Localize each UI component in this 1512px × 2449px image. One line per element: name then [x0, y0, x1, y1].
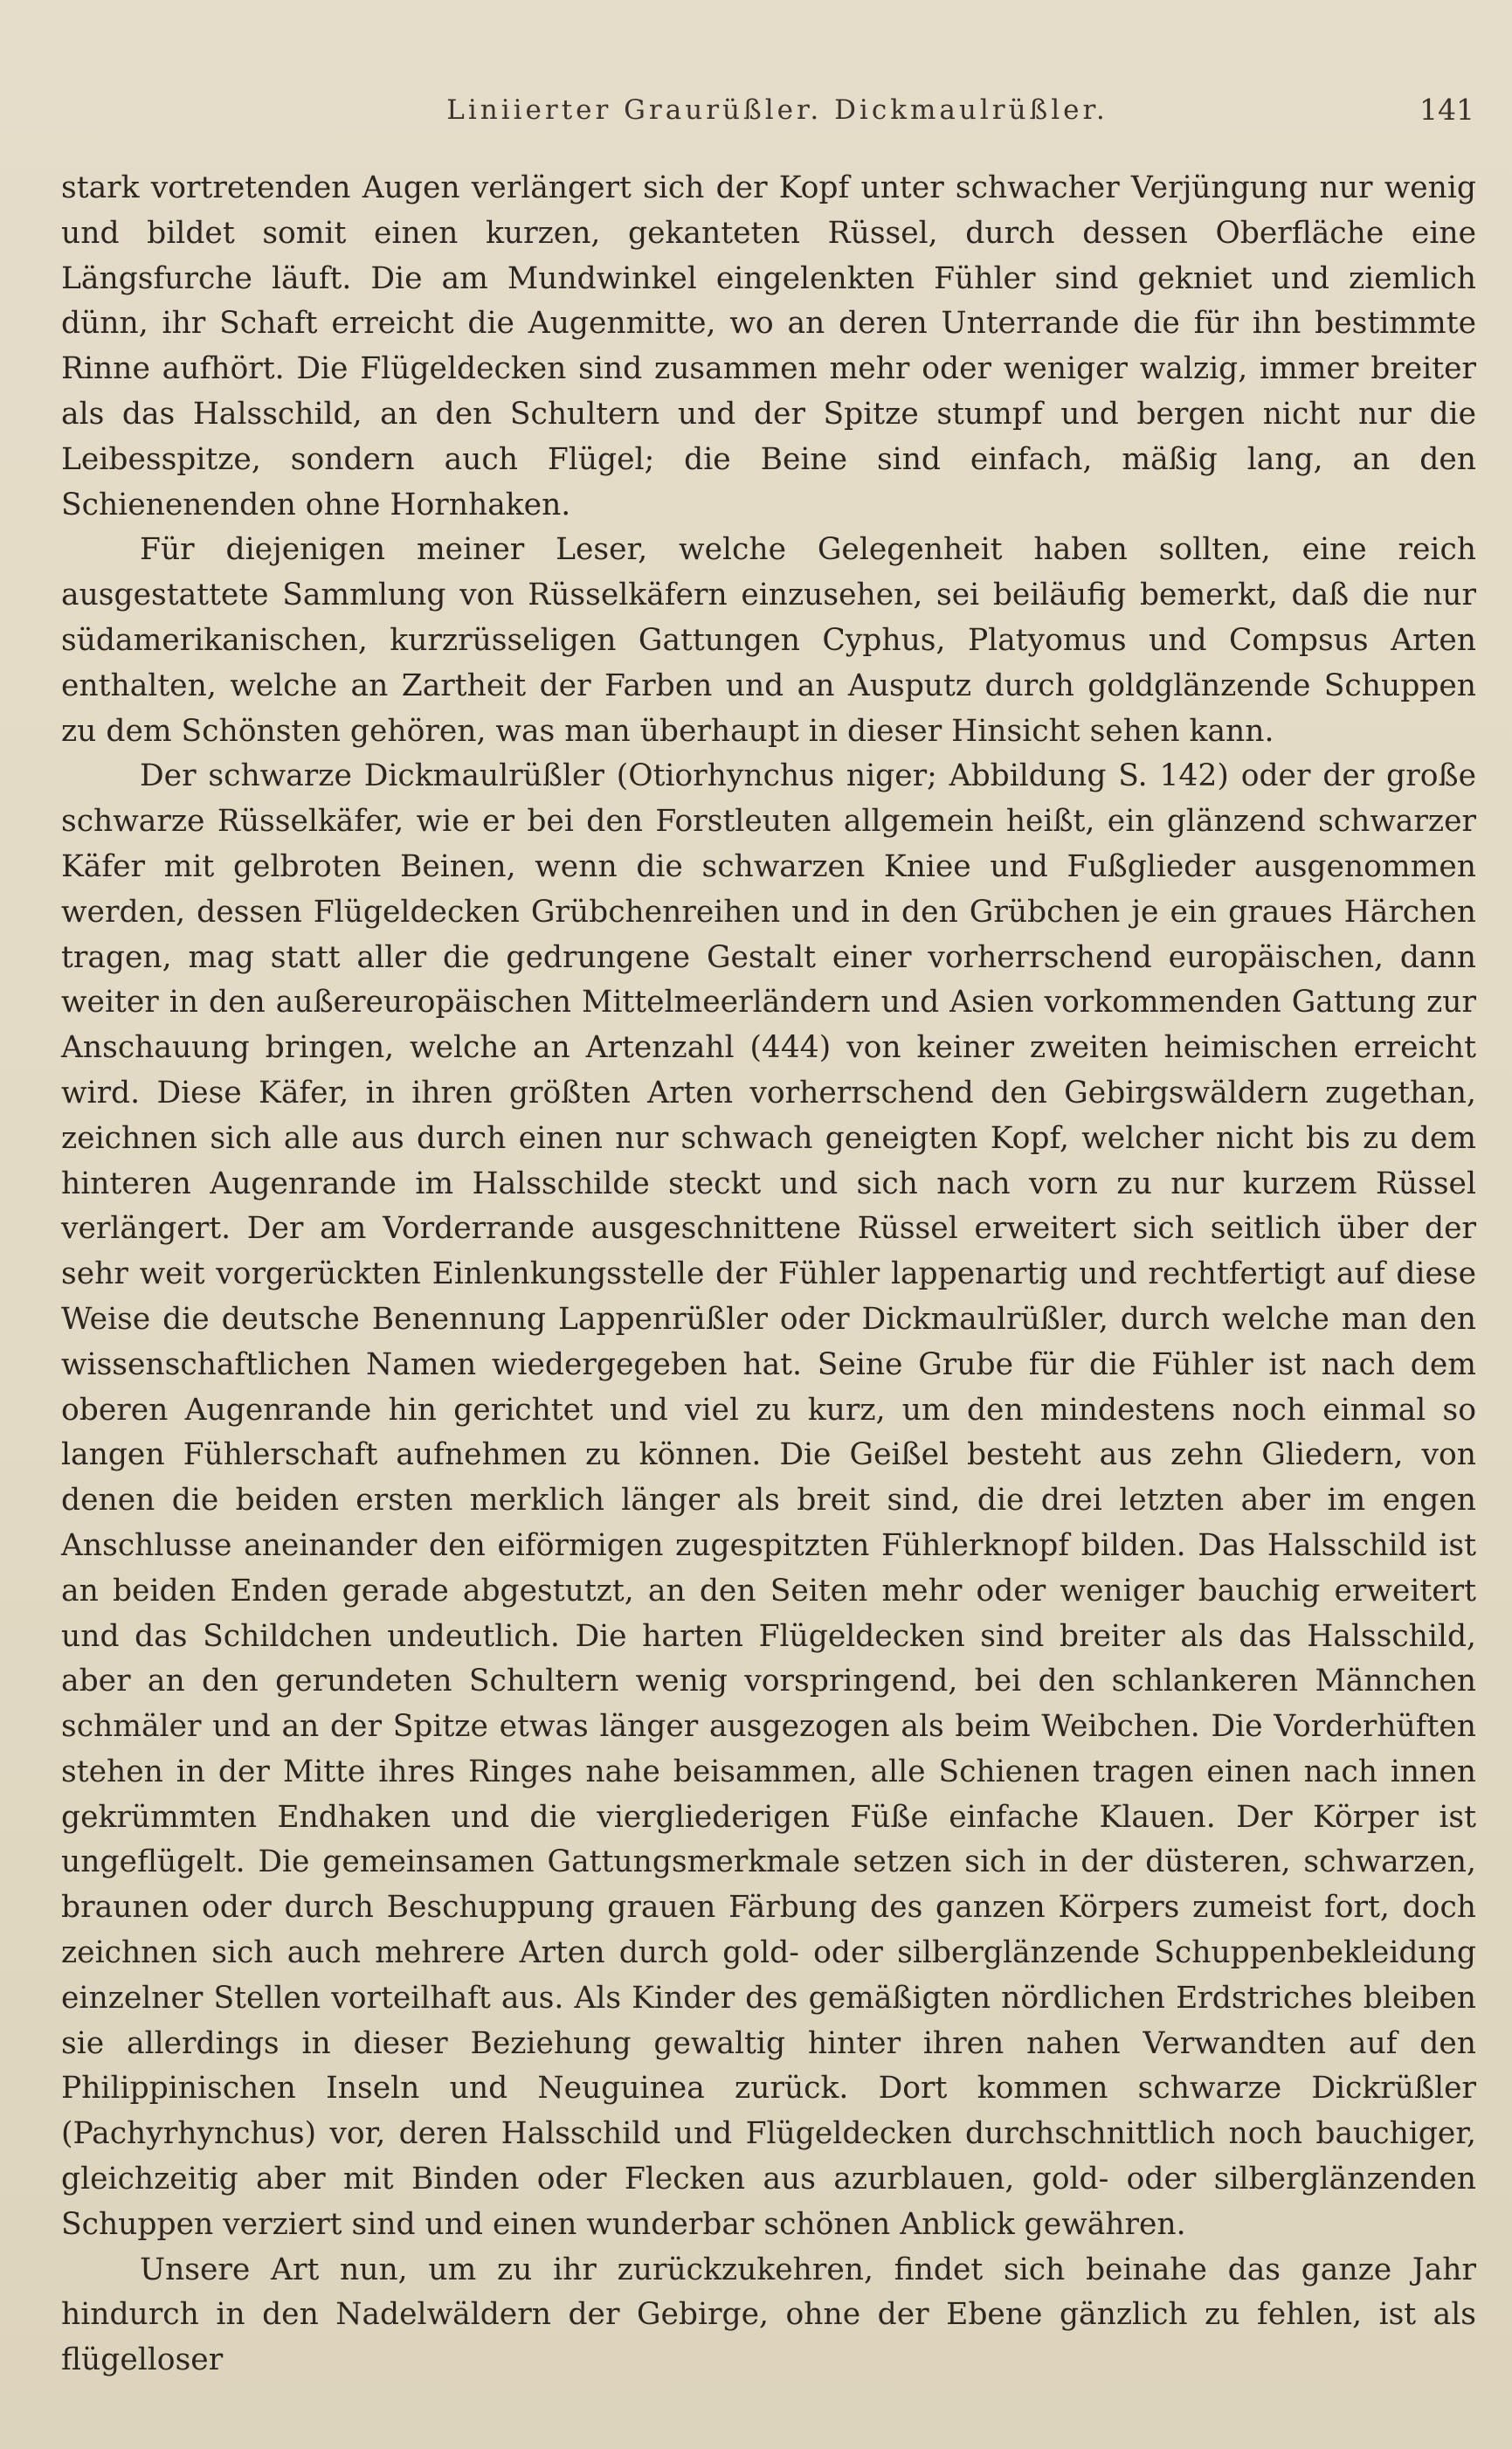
page-number: 141	[1419, 93, 1474, 127]
paragraph-continued: stark vortretenden Augen verlängert sich der Kopf unter schwacher Verjüngung nur wenig und bildet somit einen kurzen, gekanteten Rüssel, durch dessen Oberfläche eine Längsfurche läuft. Die am Mundwinkel eingelenkten Fühler sind gekniet und ziemlich dünn, ihr Schaft erreicht die Augenmitte, wo an deren Unterrande die für ihn bestimmte Rinne aufhört. Die Flügeldecken sind zusammen mehr oder weniger walzig, immer breiter als das Halsschild, an den Schultern und der Spitze stumpf und bergen nicht nur die Leibesspitze, sondern auch Flügel; die Beine sind einfach, mäßig lang, an den Schienenenden ohne Hornhaken.	[61, 170, 1476, 522]
paragraph-habitat: Unsere Art nun, um zu ihr zurückzukehren, findet sich beinahe das ganze Jahr hindurch in den Nadelwäldern der Gebirge, ohne der Ebene gänzlich zu fehlen, ist als flügelloser	[61, 2252, 1476, 2378]
paragraph-otiorhynchus-niger: Der schwarze Dickmaulrüßler (Otiorhynchus niger; Abbildung S. 142) oder der große schwarze Rüsselkäfer, wie er bei den Forstleuten allgemein heißt, ein glänzend schwarzer Käfer mit gelbroten Beinen, wenn die schwarzen Kniee und Fußglieder ausgenommen werden, dessen Flügeldecken Grübchenreihen und in den Grübchen je ein graues Härchen tragen, mag statt aller die gedrungene Gestalt einer vorherrschend europäischen, dann weiter in den außereuropäischen Mittelmeerländern und Asien vorkommenden Gattung zur Anschauung bringen, welche an Artenzahl (444) von keiner zweiten heimischen erreicht wird. Diese Käfer, in ihren größten Arten vorherrschend den Gebirgswäldern zugethan, zeichnen sich alle aus durch einen nur schwach geneigten Kopf, welcher nicht bis zu dem hinteren Augenrande im Halsschilde steckt und sich nach vorn zu nur kurzem Rüssel verlängert. Der am Vorderrande ausgeschnittene Rüssel erweitert sich seitlich über der sehr weit vorgerückten Einlenkungsstelle der Fühler lappenartig und rechtfertigt auf diese Weise die deutsche Benennung Lappenrüßler oder Dickmaulrüßler, durch welche man den wissenschaftlichen Namen wiedergegeben hat. Seine Grube für die Fühler ist nach dem oberen Augenrande hin gerichtet und viel zu kurz, um den mindestens noch einmal so langen Fühlerschaft aufnehmen zu können. Die Geißel besteht aus zehn Gliedern, von denen die beiden ersten merklich länger als breit sind, die drei letzten aber im engen Anschlusse aneinander den eiförmigen zugespitzten Fühlerknopf bilden. Das Halsschild ist an beiden Enden gerade abgestutzt, an den Seiten mehr oder weniger bauchig erweitert und das Schildchen undeutlich. Die harten Flügeldecken sind breiter als das Halsschild, aber an den gerundeten Schultern wenig vorspringend, bei den schlankeren Männchen schmäler und an der Spitze etwas länger ausgezogen als beim Weibchen. Die Vorderhüften stehen in der Mitte ihres Ringes nahe beisammen, alle Schienen tragen einen nach innen gekrümmten Endhaken und die viergliederigen Füße einfache Klauen. Der Körper ist ungeflügelt. Die gemeinsamen Gattungsmerkmale setzen sich in der düsteren, schwarzen, braunen oder durch Beschuppung grauen Färbung des ganzen Körpers zumeist fort, doch zeichnen sich auch mehrere Arten durch gold- oder silberglänzende Schuppenbekleidung einzelner Stellen vorteilhaft aus. Als Kinder des gemäßigten nördlichen Erdstriches bleiben sie allerdings in dieser Beziehung gewaltig hinter ihren nahen Verwandten auf den Philippinischen Inseln und Neuguinea zurück. Dort kommen schwarze Dickrüßler (Pachyrhynchus) vor, deren Halsschild und Flügeldecken durchschnittlich noch bauchiger, gleichzeitig aber mit Binden oder Flecken aus azurblauen, gold- oder silberglänzenden Schuppen verziert sind und einen wunderbar schönen Anblick gewähren.	[61, 758, 1476, 2242]
body-text	[61, 166, 1476, 2383]
paragraph-collection-note: Für diejenigen meiner Leser, welche Gelegenheit haben sollten, eine reich ausgestattete Sammlung von Rüsselkäfern einzusehen, sei beiläufig bemerkt, daß die nur südamerikanischen, kurzrüsseligen Gattungen Cyphus, Platyomus und Compsus Arten enthalten, welche an Zartheit der Farben und an Ausputz durch goldglänzende Schuppen zu dem Schönsten gehören, was man überhaupt in dieser Hinsicht sehen kann.	[61, 532, 1476, 749]
running-head: Liniierter Graurüßler. Dickmaulrüßler.	[446, 94, 1108, 126]
